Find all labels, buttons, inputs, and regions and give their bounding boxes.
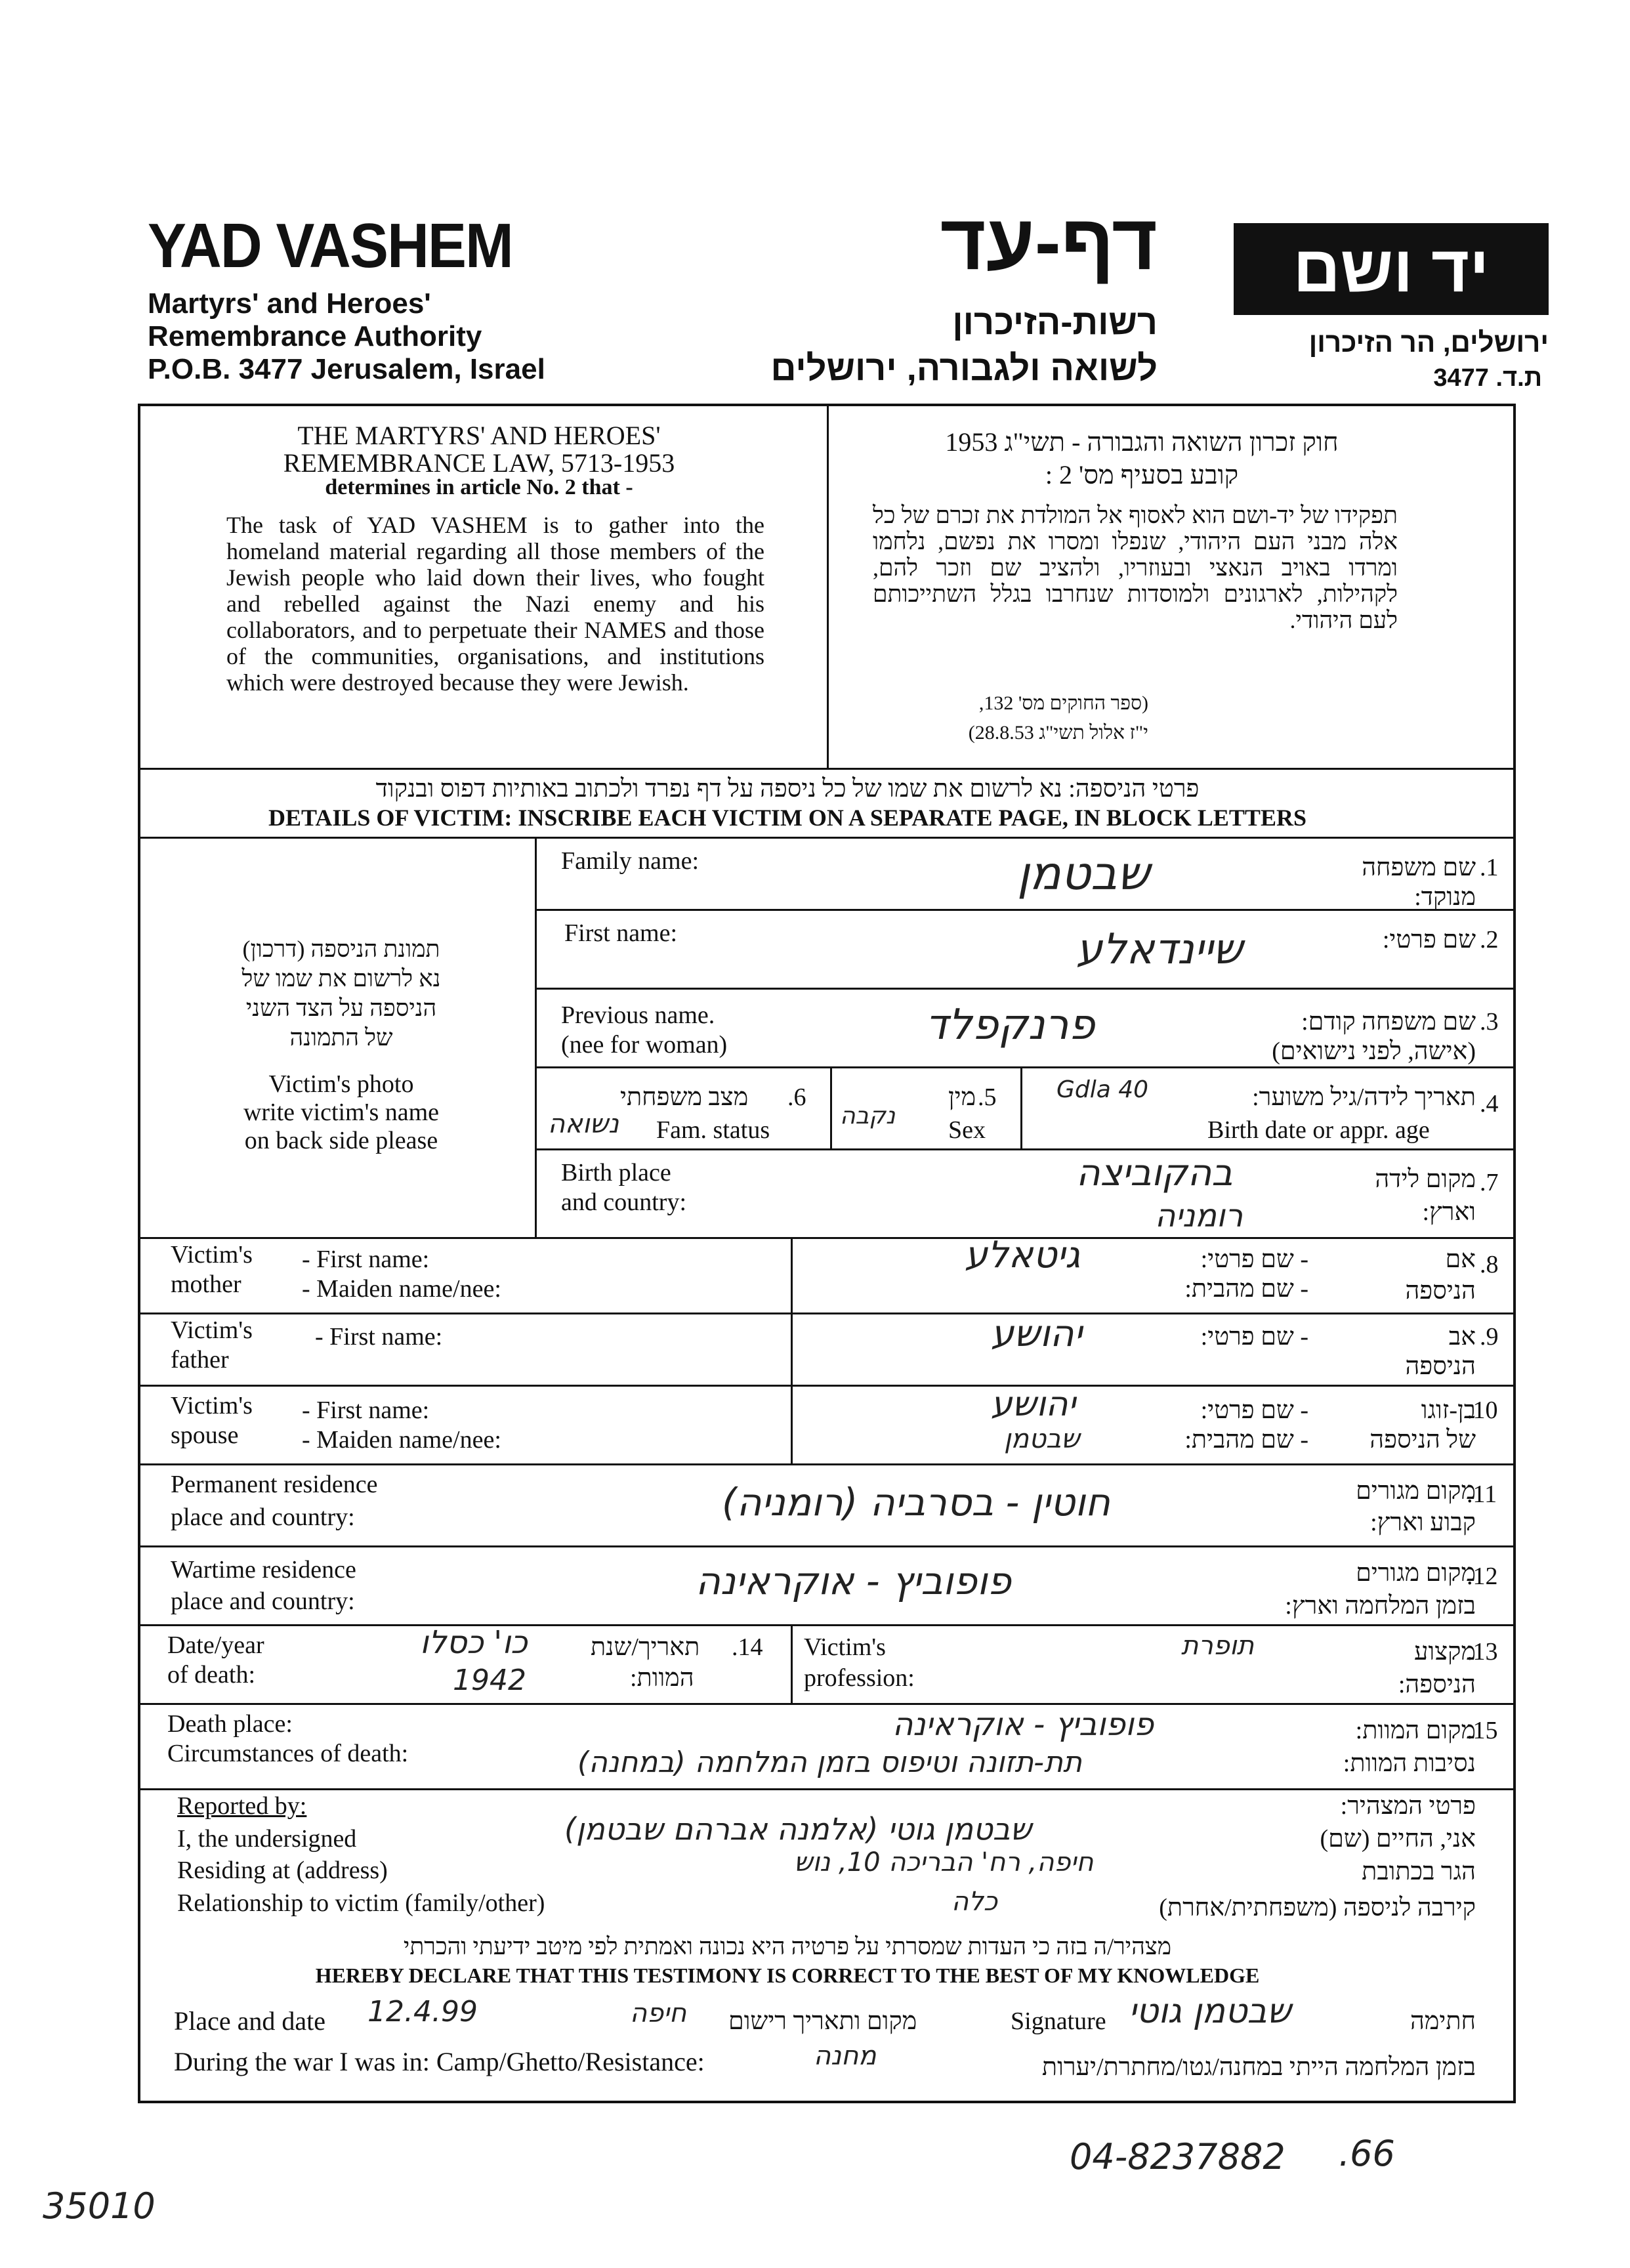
f7-he-1: מקום לידה (1375, 1166, 1476, 1193)
f9-num: .9 (1480, 1323, 1499, 1351)
f11-he-2: קבוע וארץ: (1370, 1509, 1476, 1536)
instructions-he: פרטי הניספה: נא לרשום את שמו של כל ניספה על דף נפרד ולכתוב באותיות דפוס ובנקוד (375, 775, 1200, 803)
reporter-name-value: שבטמן גוטי (אלמנה אברהם שבטמן) (564, 1811, 1032, 1847)
f9-he-1: אב (1448, 1323, 1476, 1351)
f13-he-2: הניספה: (1398, 1671, 1476, 1698)
logo-text: יד ושם (1293, 232, 1490, 306)
f15-he-2: נסיבות המוות: (1343, 1750, 1476, 1777)
photo-he-4: של התמונה (289, 1024, 393, 1051)
f8-he-1: אם (1445, 1246, 1476, 1273)
parents-divider (791, 1237, 793, 1463)
law-he-ref-2: י"ז אלול תשי"ג 28.8.53) (968, 722, 1148, 744)
f14-he-2: המוות: (630, 1664, 694, 1692)
f13-num: .13 (1467, 1638, 1498, 1666)
f15-num: .15 (1467, 1717, 1498, 1744)
logo-sub-2: ת.ד. 3477 (1433, 364, 1542, 392)
f9-en-1: Victim's (171, 1316, 253, 1344)
f9-he-a: - שם פרטי: (1200, 1323, 1308, 1351)
f7-he-2: וארץ: (1422, 1198, 1476, 1226)
f6-value: נשואה (548, 1109, 619, 1139)
reporter-addr-value: חיפה, רח' הבריכה 10, נוש (794, 1847, 1094, 1878)
f1-value: שבטמן (1017, 847, 1150, 900)
f9-he-2: הניספה (1405, 1353, 1476, 1380)
photo-en-3: on back side please (244, 1127, 438, 1154)
org-line-3: P.O.B. 3477 Jerusalem, Israel (148, 353, 545, 385)
f15-en-2: Circumstances of death: (167, 1740, 409, 1767)
reporter-place-value: חיפה (630, 1998, 687, 2028)
reporter-date-value: 12.4.99 (367, 1995, 478, 2028)
photo-he-1: תמונת הניספה (דרכון) (242, 936, 440, 962)
f2-en: First name: (564, 919, 678, 947)
f3-en-1: Previous name. (561, 1001, 715, 1029)
f4-value: Gdla 40 (1056, 1076, 1149, 1103)
reporter-he-war: בזמן המלחמה הייתי במחנה/גטו/מחתרת/יערות (1041, 2053, 1476, 2081)
law-en-title-3: determines in article No. 2 that - (325, 475, 633, 499)
row-line-15 (138, 1788, 1516, 1790)
f14-he-1: תאריך/שנת (591, 1633, 700, 1661)
f11-num: .11 (1467, 1480, 1497, 1508)
f5-num: .5 (978, 1083, 997, 1111)
law-divider (827, 404, 829, 768)
reporter-en-name: I, the undersigned (177, 1825, 357, 1853)
f6-num: .6 (787, 1083, 806, 1111)
f10-he-b: - שם מהבית: (1184, 1426, 1308, 1454)
photo-divider (535, 837, 537, 1237)
f15-en-1: Death place: (167, 1710, 293, 1738)
f11-value: חוטין - בסרביה (רומניה) (722, 1480, 1110, 1524)
f3-he-1: שם משפחה קודם: (1301, 1008, 1476, 1036)
f12-en-1: Wartime residence (171, 1556, 356, 1584)
reporter-he-name: אני, החיים (שם) (1320, 1825, 1476, 1853)
row13-divider (791, 1624, 793, 1703)
photo-he-3: הניספה על הצד השני (245, 995, 437, 1021)
photo-en-2: write victim's name (243, 1099, 440, 1126)
reporter-en-place: Place and date (174, 2006, 325, 2036)
law-en-body: The task of YAD VASHEM is to gather into the homeland material regarding all those members of the Jewish people who laid down their lives, who fought and rebelled against the Nazi enemy and his collaborators, and to perpetuate their NAMES and those of the communities, organisations, and institutions which were destroyed because they were Jewish. (226, 512, 764, 696)
f10-value-1: יהושע (991, 1385, 1076, 1424)
f14-en-1: Date/year (167, 1631, 264, 1659)
f10-value-2: שבטמן (1004, 1424, 1080, 1454)
row-line-10 (138, 1463, 1516, 1465)
f7-value-2: רומניה (1155, 1198, 1243, 1234)
reporter-war-value: מחנה (814, 2041, 877, 2071)
f14-num: .14 (732, 1633, 763, 1661)
footer-number: .66 (1339, 2133, 1395, 2174)
row-line-1 (535, 909, 1516, 911)
f14-value-2: 1942 (453, 1664, 526, 1697)
reporter-en-addr: Residing at (address) (177, 1857, 388, 1884)
f10-num: .10 (1467, 1396, 1498, 1424)
footer-phone: 04-8237882 (1070, 2136, 1285, 2177)
f11-en-1: Permanent residence (171, 1471, 378, 1498)
f6-he-1: מצב משפחתי (620, 1083, 749, 1111)
f5-value: נקבה (840, 1102, 896, 1129)
reporter-en-rel: Relationship to victim (family/other) (177, 1889, 545, 1917)
f10-en-b: - Maiden name/nee: (302, 1426, 501, 1454)
logo-sub-1: ירושלים, הר הזיכרון (1308, 327, 1549, 358)
f10-he-a: - שם פרטי: (1200, 1396, 1308, 1424)
f7-en-1: Birth place (561, 1159, 671, 1186)
f12-num: .12 (1467, 1563, 1498, 1590)
f5-he-1: מין (948, 1083, 976, 1111)
row4-divider-b (1020, 1066, 1022, 1148)
f12-he-2: בזמן המלחמה וארץ: (1285, 1592, 1476, 1620)
law-he-ref-1: (ספר החוקים מס' 132, (978, 692, 1148, 714)
row-line-4 (535, 1148, 1516, 1150)
f3-he-2: (אישה, לפני נישואים) (1272, 1038, 1476, 1065)
f7-en-2: and country: (561, 1188, 687, 1216)
f4-num: .4 (1480, 1090, 1499, 1118)
f2-value: שיינדאלע (1076, 925, 1243, 974)
f14-value-1: כו' כסלו (420, 1624, 528, 1661)
f13-en-2: profession: (804, 1664, 915, 1692)
declare-en: HEREBY DECLARE THAT THIS TESTIMONY IS CORRECT TO THE BEST OF MY KNOWLEDGE (315, 1964, 1260, 1987)
reporter-he-place: מקום ותאריך רישום (728, 2007, 917, 2035)
photo-he-2: נא לרשום את שמו של (241, 965, 441, 992)
footer-archive-number: 35010 (43, 2185, 156, 2227)
f6-en: Fam. status (656, 1116, 770, 1144)
f8-en-b: - Maiden name/nee: (302, 1275, 501, 1303)
f1-num: .1 (1480, 854, 1499, 881)
f5-en: Sex (948, 1116, 986, 1144)
f3-en-2: (nee for woman) (561, 1031, 728, 1059)
f1-en: Family name: (561, 847, 700, 875)
heb-subtitle-1: רשות-הזיכרון (952, 303, 1158, 342)
reporter-he-sign: חתימה (1410, 2007, 1476, 2035)
f8-en-2: mother (171, 1270, 241, 1298)
f4-en: Birth date or appr. age (1207, 1116, 1430, 1144)
reporter-rel-value: כלה (951, 1887, 998, 1917)
f11-en-2: place and country: (171, 1503, 355, 1531)
f3-num: .3 (1480, 1008, 1499, 1036)
org-line-1: Martyrs' and Heroes' (148, 287, 431, 320)
reporter-he-title: פרטי המצהיר: (1340, 1792, 1476, 1820)
instructions-line (138, 837, 1516, 839)
f13-en-1: Victim's (804, 1633, 886, 1661)
law-he-title-1: חוק זכרון השואה והגבורה - תשי"ג 1953 (945, 427, 1339, 457)
f8-he-2: הניספה (1405, 1277, 1476, 1305)
reporter-en-sign: Signature (1011, 2007, 1106, 2035)
f8-he-a: - שם פרטי: (1200, 1246, 1308, 1273)
f15-he-1: מקום המוות: (1355, 1717, 1476, 1744)
row-line-7 (138, 1237, 1516, 1239)
f15-value-2: תת-תזונה וטיפוס בזמן המלחמה (במחנה) (577, 1746, 1082, 1779)
f10-en-a: - First name: (302, 1396, 430, 1424)
row-line-8 (138, 1312, 1516, 1314)
f8-value: גיטאלע (965, 1234, 1081, 1276)
f8-en-1: Victim's (171, 1241, 253, 1269)
reporter-sign-value: שבטמן גוטי (1129, 1992, 1291, 2031)
f8-num: .8 (1480, 1251, 1499, 1278)
row-line-2 (535, 988, 1516, 990)
law-he-body: תפקידו של יד-ושם הוא לאסוף אל המולדת את זכרם של כל אלה מבני העם היהודי, שנפלו ומסרו את נפשם, נלחמו ומרדו באויב הנאצי ובעוזריו, ולהציב שם וזכר להם, לקהילות, לארגונים ולמוסדות שנחרבו בגלל השתייכותם לעם היהודי. (873, 502, 1398, 633)
reporter-en-war: During the war I was in: Camp/Ghetto/Resistance: (174, 2047, 705, 2076)
f13-value: תופרת (1181, 1631, 1255, 1661)
f11-he-1: מקום מגורים (1356, 1477, 1476, 1505)
org-line-2: Remembrance Authority (148, 320, 482, 352)
org-name: YAD VASHEM (148, 211, 512, 281)
f3-value: פרנקפלד (925, 1001, 1095, 1049)
instructions-en: DETAILS OF VICTIM: INSCRIBE EACH VICTIM ON A SEPARATE PAGE, IN BLOCK LETTERS (268, 805, 1306, 831)
f1-he-2: מנוקד: (1414, 883, 1476, 911)
f12-en-2: place and country: (171, 1587, 355, 1615)
reporter-he-addr: הגר בכתובת (1362, 1858, 1476, 1885)
f12-he-1: מקום מגורים (1356, 1559, 1476, 1587)
f10-en-2: spouse (171, 1421, 239, 1449)
heb-title: דף-עד (940, 198, 1158, 286)
f2-num: .2 (1480, 926, 1499, 954)
reporter-en-title: Reported by: (177, 1792, 307, 1820)
row4-divider-a (830, 1066, 832, 1148)
f7-num: .7 (1480, 1169, 1499, 1196)
f8-en-a: - First name: (302, 1246, 430, 1273)
f7-value-1: בהקוביצה (1076, 1152, 1233, 1194)
row-line-9 (138, 1385, 1516, 1387)
f14-en-2: of death: (167, 1661, 256, 1689)
yad-vashem-logo (1234, 223, 1549, 315)
f8-he-b: - שם מהבית: (1184, 1275, 1308, 1303)
declare-he: מצהיר/ה בזה כי העדות שמסרתי על פרטיה היא נכונה ואמתית לפי מיטב ידיעתי והכרתי (403, 1933, 1172, 1960)
row-line-11 (138, 1545, 1516, 1547)
f15-value-1: פופוביץ - אוקראינה (892, 1706, 1154, 1743)
f10-en-1: Victim's (171, 1392, 253, 1419)
row-line-3 (535, 1066, 1516, 1068)
f9-value: יהושע (991, 1312, 1083, 1355)
f4-he-1: תאריך לידה/גיל משוער: (1252, 1083, 1476, 1111)
law-he-title-2: קובע בסעיף מס' 2 : (1045, 460, 1239, 490)
reporter-he-rel: קירבה לניספה (משפחתית/אחרת) (1159, 1894, 1476, 1922)
f12-value: פופוביץ - אוקראינה (696, 1559, 1011, 1603)
f1-he-1: שם משפחה (1362, 854, 1476, 881)
row-line-12 (138, 1624, 1516, 1626)
law-bottom-line (138, 768, 1516, 770)
f9-en-a: - First name: (315, 1323, 443, 1351)
f2-he-1: שם פרטי: (1382, 926, 1476, 954)
f13-he-1: מקצוע (1414, 1638, 1476, 1666)
f9-en-2: father (171, 1346, 229, 1374)
law-en-title-2: REMEMBRANCE LAW, 5713-1953 (283, 448, 675, 478)
f10-he-2: של הניספה (1369, 1426, 1476, 1454)
photo-en-1: Victim's photo (268, 1070, 414, 1098)
law-en-title-1: THE MARTYRS' AND HEROES' (297, 421, 661, 450)
f10-he-1: בן-זוגו (1421, 1396, 1476, 1424)
heb-subtitle-2: לשואה ולגבורה, ירושלים (770, 348, 1158, 388)
row-line-13 (138, 1703, 1516, 1705)
